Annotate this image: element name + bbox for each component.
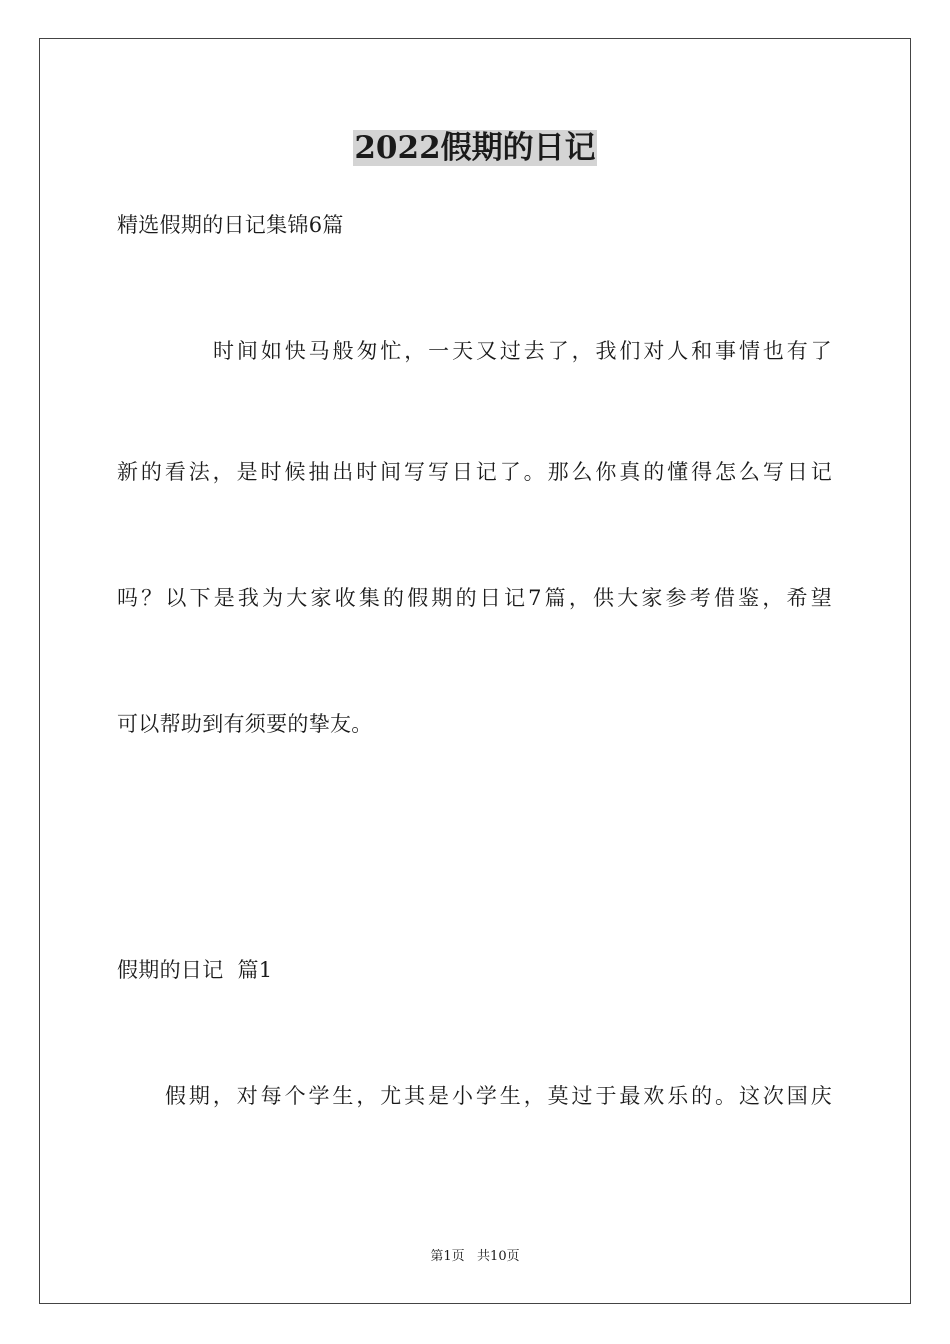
intro-paragraph-line-4: 可以帮助到有须要的挚友。	[117, 712, 373, 736]
document-subtitle: 精选假期的日记集锦6篇	[117, 213, 344, 237]
intro-paragraph-line-3: 吗？以下是我为大家收集的假期的日记7篇，供大家参考借鉴，希望	[117, 586, 832, 610]
section-heading: 假期的日记 篇1	[117, 958, 273, 982]
document-title	[0, 128, 950, 168]
page-footer	[0, 1248, 950, 1266]
intro-paragraph-line-2: 新的看法，是时候抽出时间写写日记了。那么你真的懂得怎么写日记	[117, 460, 832, 484]
page-indicator: 第1页 共10页	[430, 1249, 520, 1264]
intro-paragraph-line-1: 时间如快马般匆忙，一天又过去了，我们对人和事情也有了	[213, 339, 832, 363]
title-text: 2022假期的日记	[354, 130, 596, 166]
section-paragraph-line-1: 假期，对每个学生，尤其是小学生，莫过于最欢乐的。这次国庆	[165, 1084, 832, 1108]
